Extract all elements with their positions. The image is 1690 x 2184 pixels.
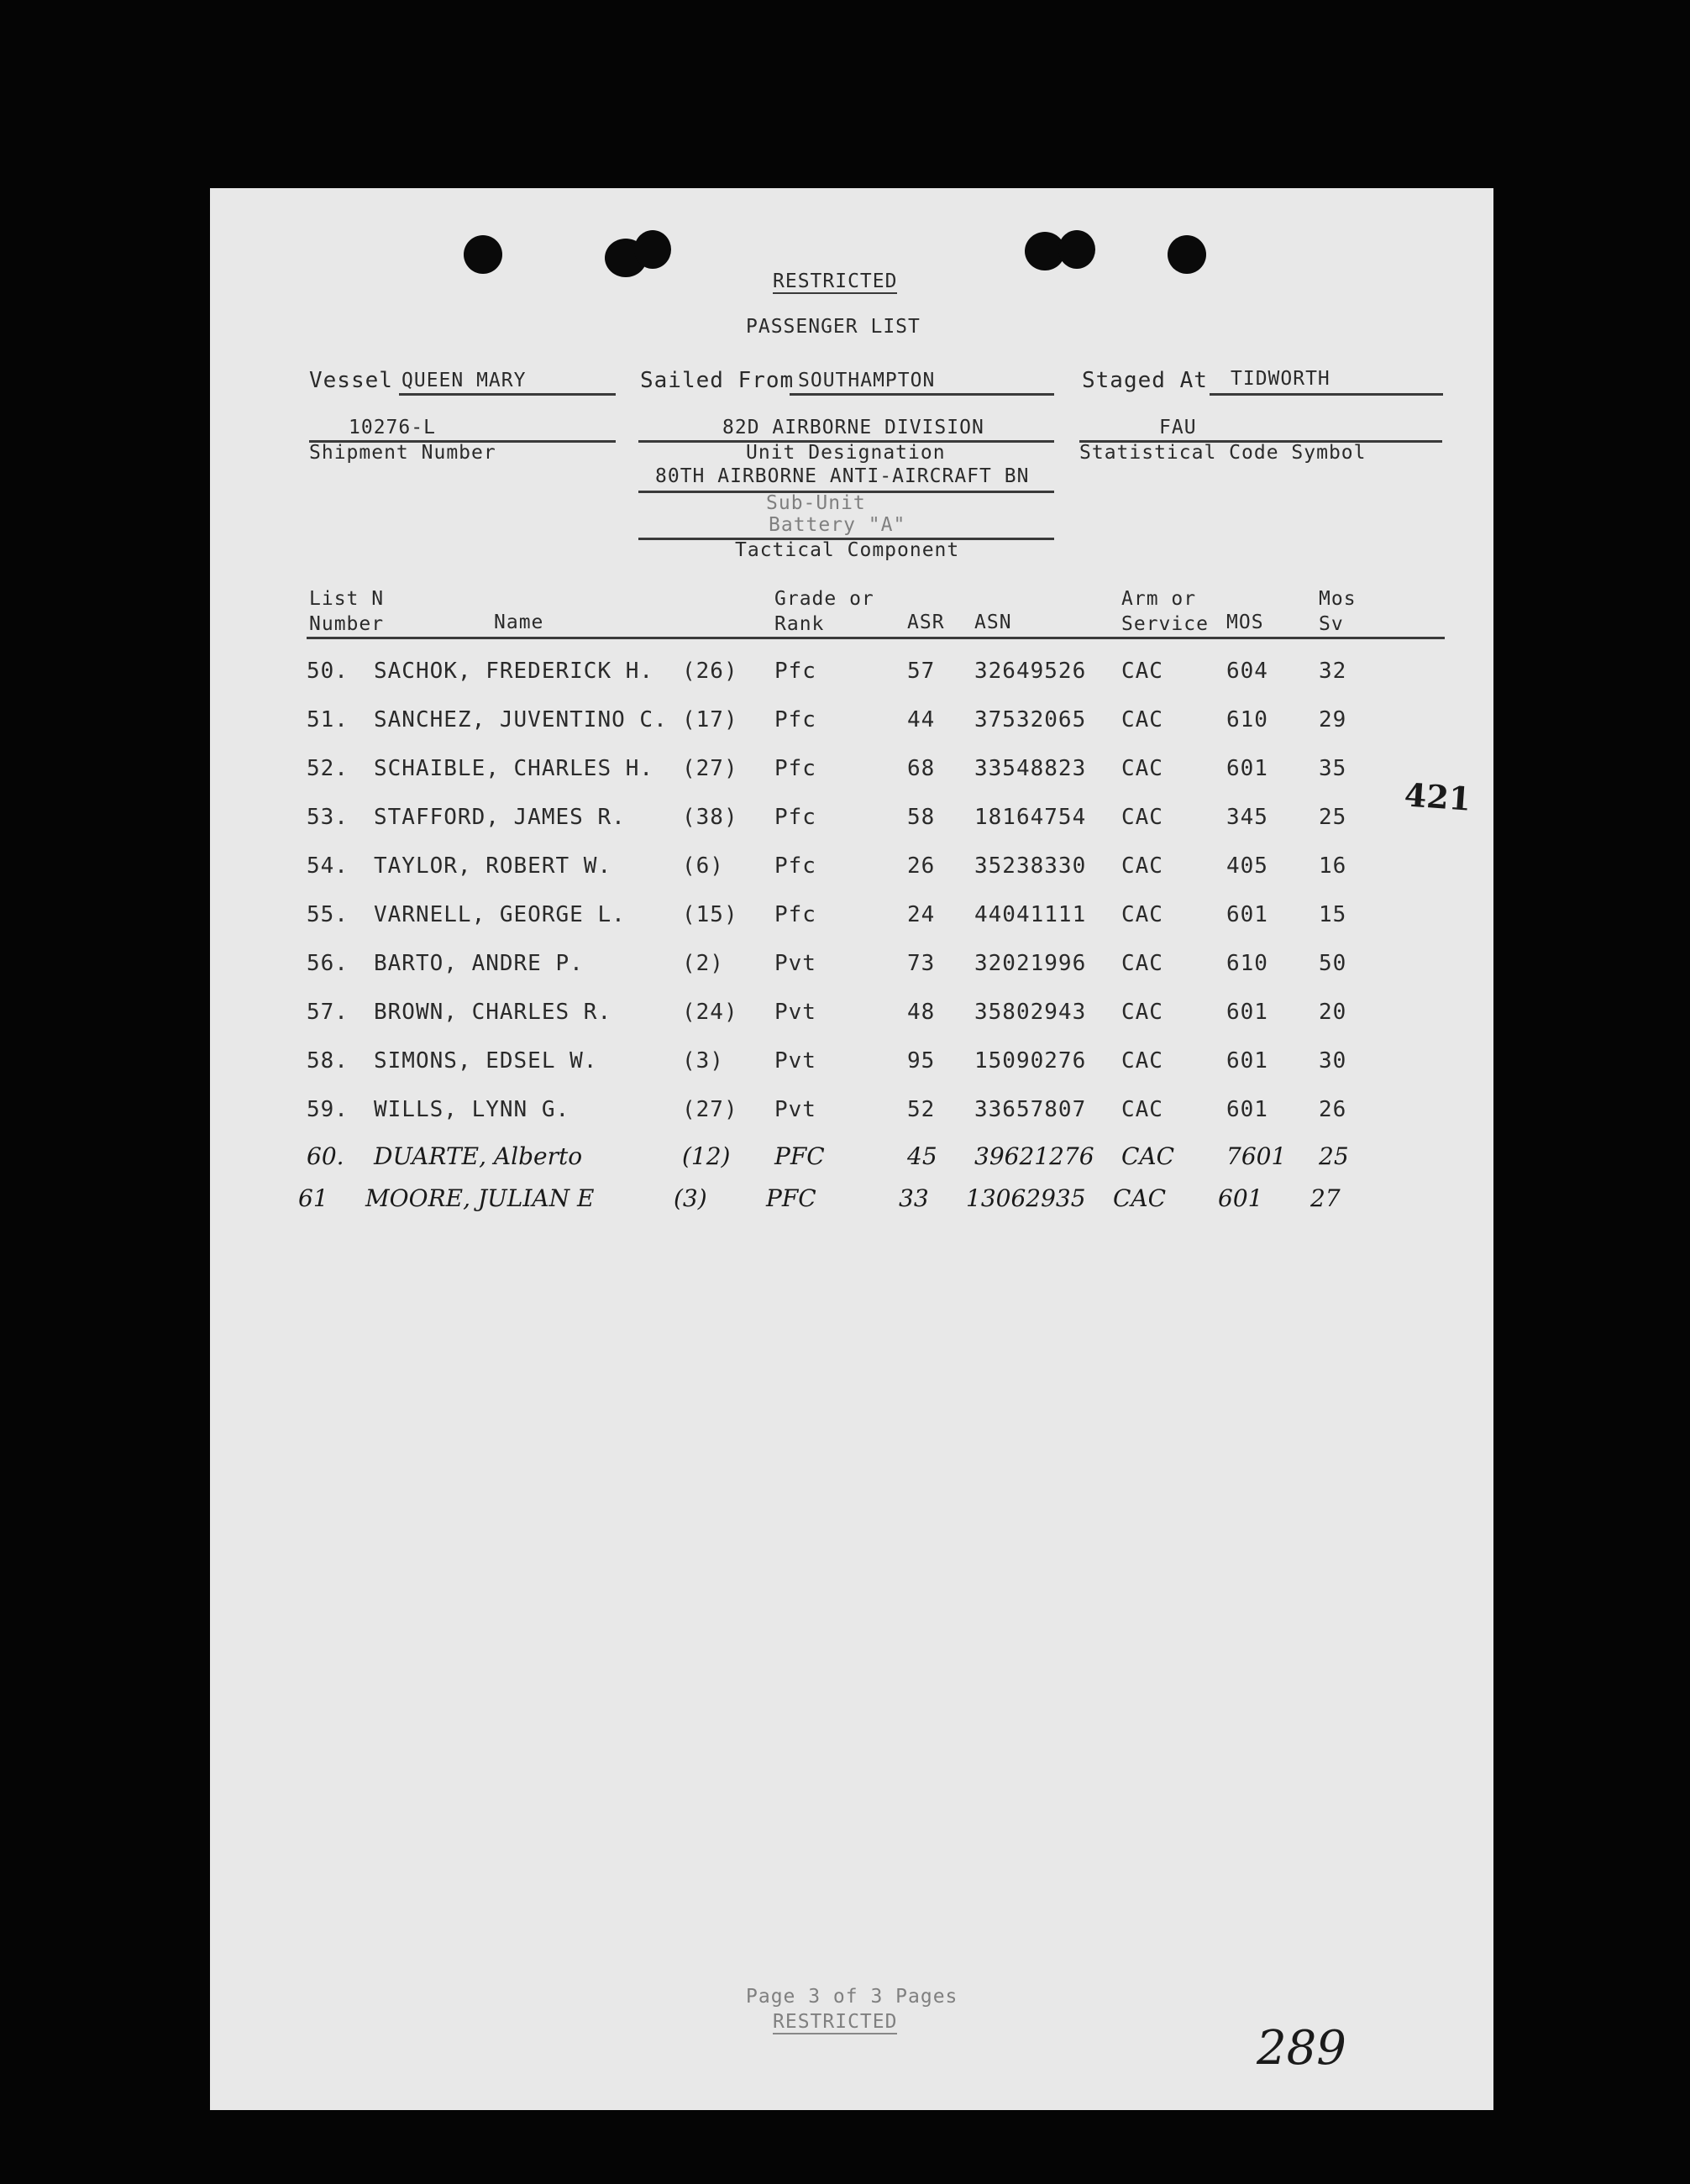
cell-num: 57. [307,1000,349,1025]
cell-arm: CAC [1121,951,1163,976]
table-row [210,1097,1493,1146]
cell-asr: 57 [907,659,936,684]
cell-rank: PFC [774,1142,825,1170]
handwritten-row [202,1184,1485,1233]
cell-arm: CAC [1121,1097,1163,1122]
cell-asn: 39621276 [974,1142,1094,1170]
cell-asr: 95 [907,1048,936,1074]
cell-mos: 610 [1226,707,1268,732]
cell-age: (27) [682,756,738,781]
table-row [210,805,1493,853]
staged-at-value: TIDWORTH [1231,368,1330,390]
cell-num: 50. [307,659,349,684]
punch-hole [1168,235,1206,274]
cell-name: DUARTE, Alberto [374,1142,583,1170]
footer-restricted: RESTRICTED [773,2011,898,2033]
cell-sv: 30 [1319,1048,1347,1074]
cell-rank: Pvt [774,1048,816,1074]
cell-arm: CAC [1121,853,1163,879]
header-list-number [309,586,384,637]
cell-asn: 13062935 [966,1184,1086,1212]
header-grade-line1: Grade or [774,588,874,610]
handwritten-page-number: 289 [1257,2021,1346,2076]
cell-mos: 601 [1218,1184,1263,1212]
cell-num: 56. [307,951,349,976]
cell-asn: 33657807 [974,1097,1087,1122]
cell-sv: 16 [1319,853,1347,879]
cell-arm: CAC [1121,805,1163,830]
table-row [210,707,1493,756]
cell-age: (38) [682,805,738,830]
header-rule [307,637,1445,639]
cell-age: (27) [682,1097,738,1122]
shipment-number-label: Shipment Number [309,442,496,464]
cell-asn: 37532065 [974,707,1087,732]
cell-mos: 610 [1226,951,1268,976]
stamp-number: 421 [1403,775,1472,818]
cell-age: (17) [682,707,738,732]
cell-arm: CAC [1121,756,1163,781]
header-grade-line2: Rank [774,613,825,635]
cell-age: (3) [682,1048,724,1074]
cell-arm: CAC [1113,1184,1167,1212]
cell-sv: 15 [1319,902,1347,927]
shipment-number-value: 10276-L [349,417,436,438]
cell-arm: CAC [1121,1048,1163,1074]
cell-name: SACHOK, FREDERICK H. [374,659,654,684]
cell-sv: 25 [1319,805,1347,830]
document-title: PASSENGER LIST [746,316,921,338]
cell-sv: 29 [1319,707,1347,732]
cell-age: (2) [682,951,724,976]
cell-asr: 73 [907,951,936,976]
cell-sv: 20 [1319,1000,1347,1025]
cell-num: 61 [298,1184,328,1212]
cell-asn: 35802943 [974,1000,1087,1025]
tactical-component-value: Battery "A" [769,514,906,536]
header-mos-sv-line2: Sv [1319,613,1344,635]
cell-sv: 32 [1319,659,1347,684]
vessel-rule [399,393,616,396]
cell-name: BROWN, CHARLES R. [374,1000,612,1025]
unit-designation-label: Unit Designation [746,442,946,464]
cell-age: (6) [682,853,724,879]
cell-rank: Pvt [774,951,816,976]
staged-at-label: Staged At [1082,368,1208,393]
cell-asn: 44041111 [974,902,1087,927]
cell-name: BARTO, ANDRE P. [374,951,584,976]
cell-rank: Pfc [774,902,816,927]
sub-unit-label: Sub-Unit [766,492,866,514]
cell-num: 52. [307,756,349,781]
cell-asr: 44 [907,707,936,732]
cell-num: 55. [307,902,349,927]
header-grade [774,586,874,637]
cell-mos: 601 [1226,1000,1268,1025]
cell-name: TAYLOR, ROBERT W. [374,853,612,879]
cell-asr: 48 [907,1000,936,1025]
cell-asn: 15090276 [974,1048,1087,1074]
sailed-from-label: Sailed From [640,368,795,393]
statistical-code-label: Statistical Code Symbol [1079,442,1367,464]
table-row [210,1048,1493,1097]
cell-num: 58. [307,1048,349,1074]
staged-at-rule [1210,393,1443,396]
sailed-from-value: SOUTHAMPTON [798,370,936,391]
unit-designation-value: 82D AIRBORNE DIVISION [722,417,984,438]
cell-mos: 601 [1226,902,1268,927]
vessel-label: Vessel [309,368,393,393]
cell-asr: 68 [907,756,936,781]
punch-hole [464,235,502,274]
cell-asr: 33 [899,1184,929,1212]
passenger-list-page [210,188,1493,2110]
table-row [210,659,1493,707]
footer-page: Page 3 of 3 Pages [746,1986,958,2008]
cell-age: (26) [682,659,738,684]
cell-name: WILLS, LYNN G. [374,1097,570,1122]
table-row [210,853,1493,902]
cell-age: (3) [674,1184,707,1212]
cell-age: (15) [682,902,738,927]
punch-hole [634,230,671,269]
cell-num: 59. [307,1097,349,1122]
header-list-number-line2: Number [309,613,385,635]
cell-asr: 26 [907,853,936,879]
cell-mos: 345 [1226,805,1268,830]
cell-arm: CAC [1121,707,1163,732]
cell-num: 53. [307,805,349,830]
cell-sv: 26 [1319,1097,1347,1122]
cell-asn: 32021996 [974,951,1087,976]
cell-asn: 35238330 [974,853,1087,879]
cell-age: (24) [682,1000,738,1025]
header-arm-line2: Service [1121,613,1209,635]
header-list-number-line1: List N [309,588,385,610]
cell-asr: 24 [907,902,936,927]
cell-mos: 7601 [1226,1142,1287,1170]
statistical-code-value: FAU [1159,417,1197,438]
cell-name: STAFFORD, JAMES R. [374,805,626,830]
cell-asn: 32649526 [974,659,1087,684]
punch-hole [1058,230,1095,269]
cell-mos: 601 [1226,756,1268,781]
vessel-value: QUEEN MARY [402,370,527,391]
header-restricted: RESTRICTED [773,270,898,292]
cell-arm: CAC [1121,1000,1163,1025]
cell-sv: 35 [1319,756,1347,781]
cell-sv: 25 [1319,1142,1349,1170]
cell-name: MOORE, JULIAN E [365,1184,595,1212]
table-row [210,756,1493,805]
cell-asr: 52 [907,1097,936,1122]
header-mos-sv-line1: Mos [1319,588,1357,610]
header-arm-line1: Arm or [1121,588,1197,610]
cell-num: 54. [307,853,349,879]
cell-rank: Pvt [774,1097,816,1122]
cell-sv: 50 [1319,951,1347,976]
header-arm-service [1121,586,1209,637]
cell-arm: CAC [1121,1142,1175,1170]
cell-name: SIMONS, EDSEL W. [374,1048,598,1074]
cell-rank: Pfc [774,805,816,830]
header-mos-sv [1319,586,1357,637]
header-asr: ASR [907,612,945,633]
cell-asr: 58 [907,805,936,830]
cell-arm: CAC [1121,902,1163,927]
cell-num: 60. [307,1142,344,1170]
table-row [210,1000,1493,1048]
cell-rank: Pfc [774,853,816,879]
cell-rank: Pfc [774,707,816,732]
cell-asn: 18164754 [974,805,1087,830]
header-name: Name [494,612,544,633]
table-row [210,902,1493,951]
sailed-from-rule [790,393,1054,396]
cell-asr: 45 [907,1142,937,1170]
cell-mos: 405 [1226,853,1268,879]
cell-mos: 604 [1226,659,1268,684]
cell-sv: 27 [1310,1184,1341,1212]
cell-num: 51. [307,707,349,732]
cell-rank: Pfc [774,659,816,684]
cell-rank: Pvt [774,1000,816,1025]
table-row [210,951,1493,1000]
cell-age: (12) [682,1142,731,1170]
cell-mos: 601 [1226,1097,1268,1122]
header-mos: MOS [1226,612,1264,633]
cell-name: SCHAIBLE, CHARLES H. [374,756,654,781]
cell-asn: 33548823 [974,756,1087,781]
cell-name: SANCHEZ, JUVENTINO C. [374,707,668,732]
cell-rank: PFC [766,1184,816,1212]
sub-unit-value: 80TH AIRBORNE ANTI-AIRCRAFT BN [655,465,1030,487]
cell-arm: CAC [1121,659,1163,684]
cell-mos: 601 [1226,1048,1268,1074]
tactical-component-label: Tactical Component [735,539,960,561]
cell-rank: Pfc [774,756,816,781]
cell-name: VARNELL, GEORGE L. [374,902,626,927]
header-asn: ASN [974,612,1012,633]
